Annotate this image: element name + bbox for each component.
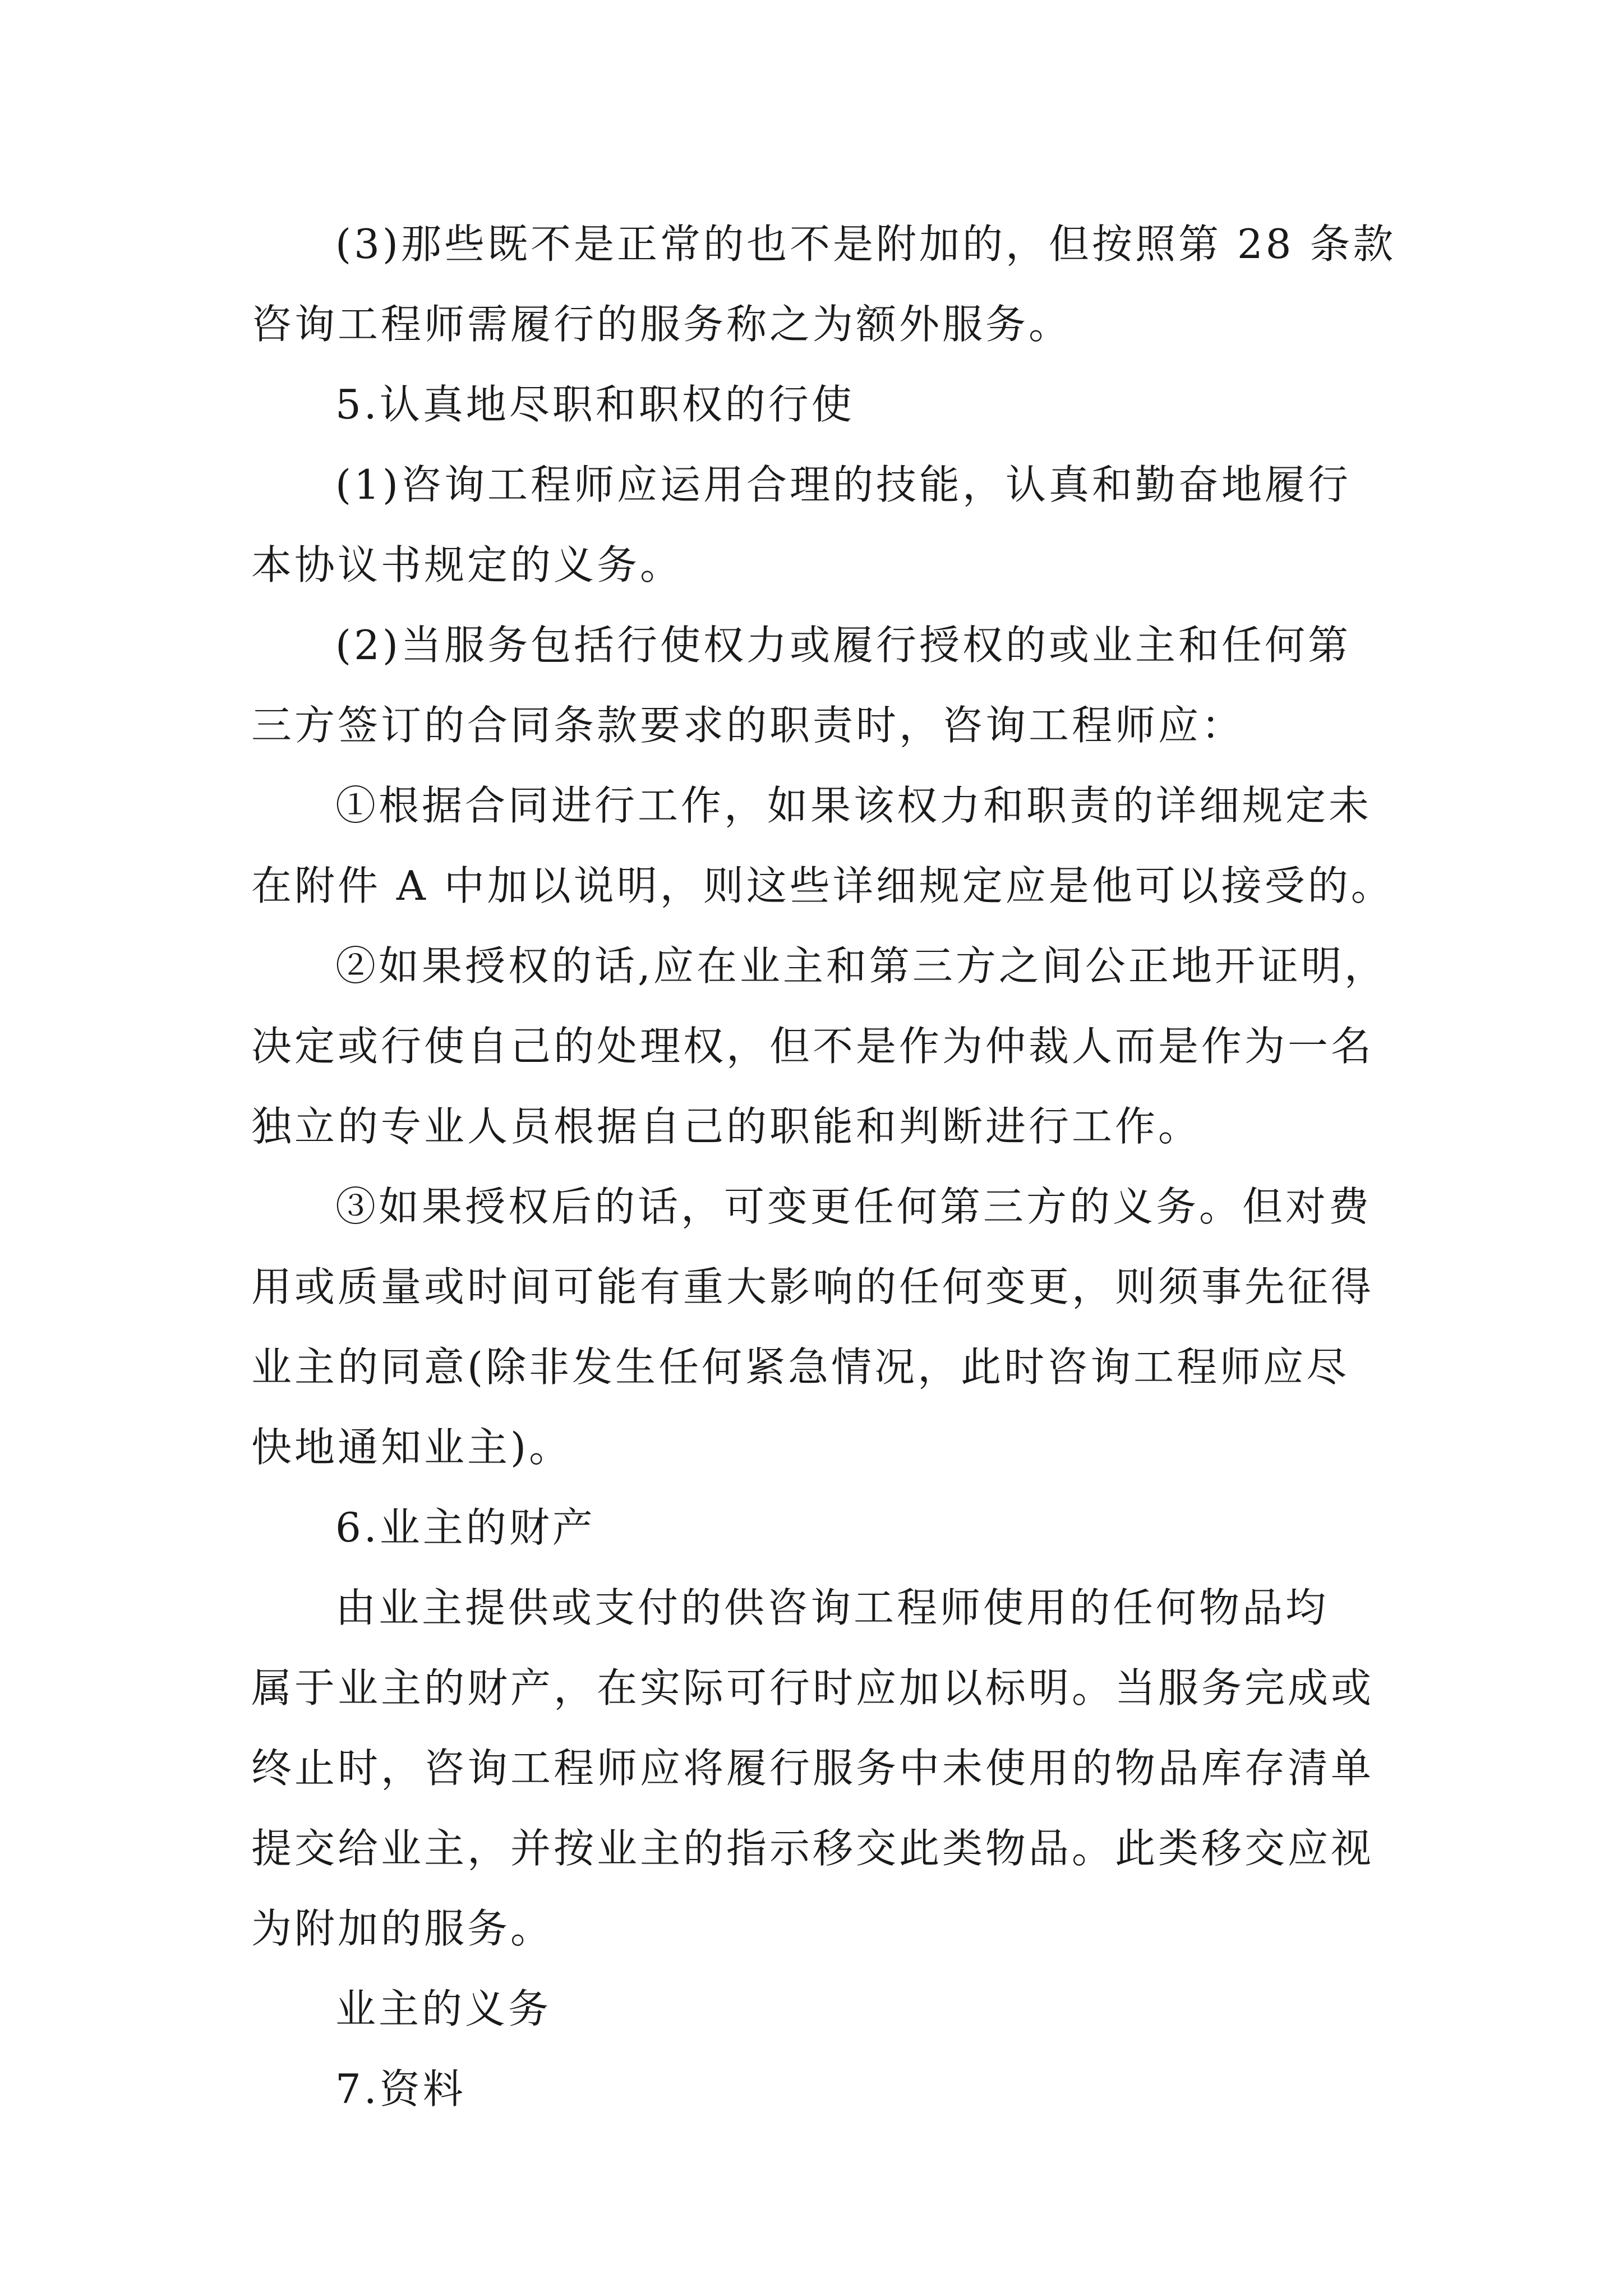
paragraph-line: 终止时，咨询工程师应将履行服务中未使用的物品库存清单 [251, 1745, 1375, 1792]
paragraph-line: (3)那些既不是正常的也不是附加的，但按照第 28 条款 [335, 220, 1396, 268]
paragraph-line: (2)当服务包括行使权力或履行授权的或业主和任何第 [335, 622, 1351, 669]
paragraph-line: 为附加的服务。 [251, 1905, 554, 1952]
paragraph-line: 在附件 A 中加以说明，则这些详细规定应是他可以接受的。 [251, 862, 1394, 909]
paragraph-line: 由业主提供或支付的供咨询工程师使用的任何物品均 [335, 1584, 1329, 1631]
paragraph-line: ①根据合同进行工作，如果该权力和职责的详细规定未 [335, 782, 1372, 829]
paragraph-line: 属于业主的财产，在实际可行时应加以标明。当服务完成或 [251, 1664, 1375, 1711]
paragraph-line: ③如果授权后的话，可变更任何第三方的义务。但对费 [335, 1183, 1372, 1230]
paragraph-line: ②如果授权的话,应在业主和第三方之间公正地开证明， [335, 942, 1387, 990]
paragraph-line: 本协议书规定的义务。 [251, 541, 684, 588]
section-heading: 5.认真地尽职和职权的行使 [335, 381, 855, 428]
paragraph-line: 三方签订的合同条款要求的职责时，咨询工程师应： [251, 702, 1245, 749]
paragraph-line: 快地通知业主)。 [251, 1424, 573, 1471]
paragraph-line: 用或质量或时间可能有重大影响的任何变更，则须事先征得 [251, 1263, 1375, 1310]
paragraph-line: 决定或行使自己的处理权，但不是作为仲裁人而是作为一名 [251, 1023, 1375, 1070]
paragraph-line: 独立的专业人员根据自己的职能和判断进行工作。 [251, 1103, 1202, 1150]
paragraph-line: 业主的同意(除非发生任何紧急情况，此时咨询工程师应尽 [251, 1343, 1350, 1391]
section-heading: 7.资料 [335, 2065, 466, 2113]
paragraph-line: 提交给业主，并按业主的指示移交此类物品。此类移交应视 [251, 1825, 1375, 1872]
section-heading: 业主的义务 [335, 1985, 552, 2032]
paragraph-line: 咨询工程师需履行的服务称之为额外服务。 [251, 301, 1072, 348]
paragraph-line: (1)咨询工程师应运用合理的技能，认真和勤奋地履行 [335, 461, 1351, 508]
section-heading: 6.业主的财产 [335, 1504, 596, 1551]
